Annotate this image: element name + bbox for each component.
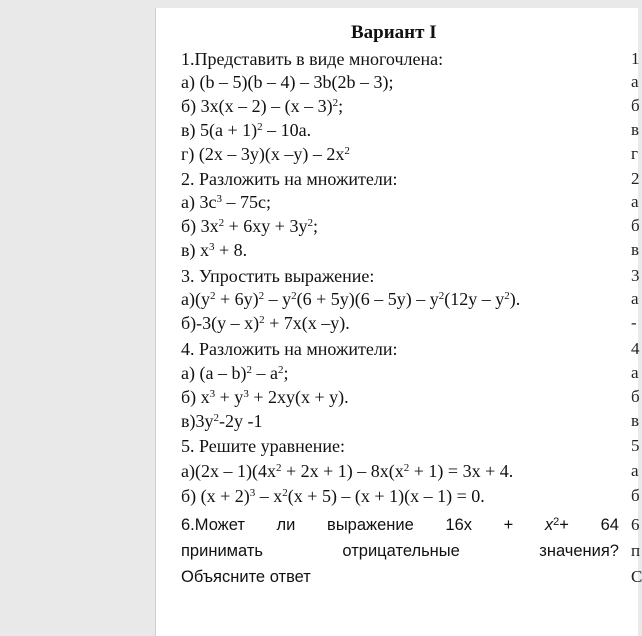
- right-fragment: г: [631, 144, 638, 163]
- problem-2-header: 2. Разложить на множители:: [181, 169, 398, 189]
- right-fragment: п: [631, 541, 641, 560]
- problem-3-header: 3. Упростить выражение:: [181, 266, 375, 286]
- right-fragment: б: [631, 96, 640, 115]
- right-fragment: а: [631, 461, 639, 480]
- problem-1c: в) $5(a + 1)^2 - 10a$.: [181, 120, 312, 140]
- right-fragment: б: [631, 216, 640, 235]
- right-fragment: 1: [631, 49, 640, 68]
- problem-5-header: 5. Решите уравнение:: [181, 436, 345, 456]
- right-fragment: а: [631, 289, 639, 308]
- problem-6-line-3: Объясните ответ: [181, 568, 311, 586]
- problem-1d: г) (2x – 3y)(x $-y) - 2x^2$: [181, 144, 350, 164]
- problem-4a: а) $(a - b)^2 - a^2$;: [181, 363, 289, 383]
- problem-6-line-1: 6.Может ли выражение 16x + $x^2+$ 64: [181, 516, 619, 534]
- right-fragment: а: [631, 192, 639, 211]
- right-fragment: в: [631, 411, 640, 430]
- right-fragment: б: [631, 486, 640, 505]
- problem-2a: а) $3c^3 - 75c$;: [181, 192, 271, 212]
- right-fragment: 5: [631, 436, 640, 455]
- problem-1-header: 1.Представить в виде многочлена:: [181, 49, 444, 69]
- right-fragment: б: [631, 387, 640, 406]
- document-page: [155, 8, 642, 636]
- right-fragment: -: [631, 313, 637, 332]
- problem-3b: б)-3(y – x)$^2$ + 7x(x –y).: [181, 313, 350, 333]
- right-fragment: в: [631, 240, 640, 259]
- right-fragment: 3: [631, 266, 640, 285]
- right-fragment: 6: [631, 515, 640, 534]
- problem-1a: а) (b – 5)(b – 4) – 3b(2b – 3);: [181, 72, 394, 92]
- right-fragment: 4: [631, 339, 640, 358]
- right-fragment: С: [631, 567, 642, 586]
- problem-4-header: 4. Разложить на множители:: [181, 339, 398, 359]
- problem-6-line-2: принимать отрицательные значения?: [181, 542, 619, 560]
- problem-1b: б) 3x(x – 2) – (x – 3)$^2$;: [181, 96, 344, 116]
- problem-5a: $а)(2x - 1)(4x^2 + 2x + 1) - 8x(x^2 + 1) = 3x + 4$.: [181, 461, 514, 481]
- right-fragment: в: [631, 120, 640, 139]
- right-fragment: 2: [631, 169, 640, 188]
- right-fragment: а: [631, 363, 639, 382]
- problem-5b: б) $(x + 2)^3 - x^2(x + 5) - (x + 1)(x - 1) = 0$.: [181, 486, 485, 506]
- variant-title: Вариант I: [351, 22, 437, 43]
- problem-3a: $а)(y^2 + 6y)^2 - y^2(6 + 5y)(6 - 5y) - y^2(12y - y^2)$.: [181, 289, 521, 309]
- problem-2b: б) $3x^2 + 6xy + 3y^2$;: [181, 216, 318, 236]
- problem-2c: в) $x^3 + 8$.: [181, 240, 248, 260]
- problem-4b: б) $x^3 + y^3 + 2xy(x + y)$.: [181, 387, 349, 407]
- problem-4c: $в)3y^2-2y$ -1: [181, 411, 263, 431]
- right-fragment: а: [631, 72, 639, 91]
